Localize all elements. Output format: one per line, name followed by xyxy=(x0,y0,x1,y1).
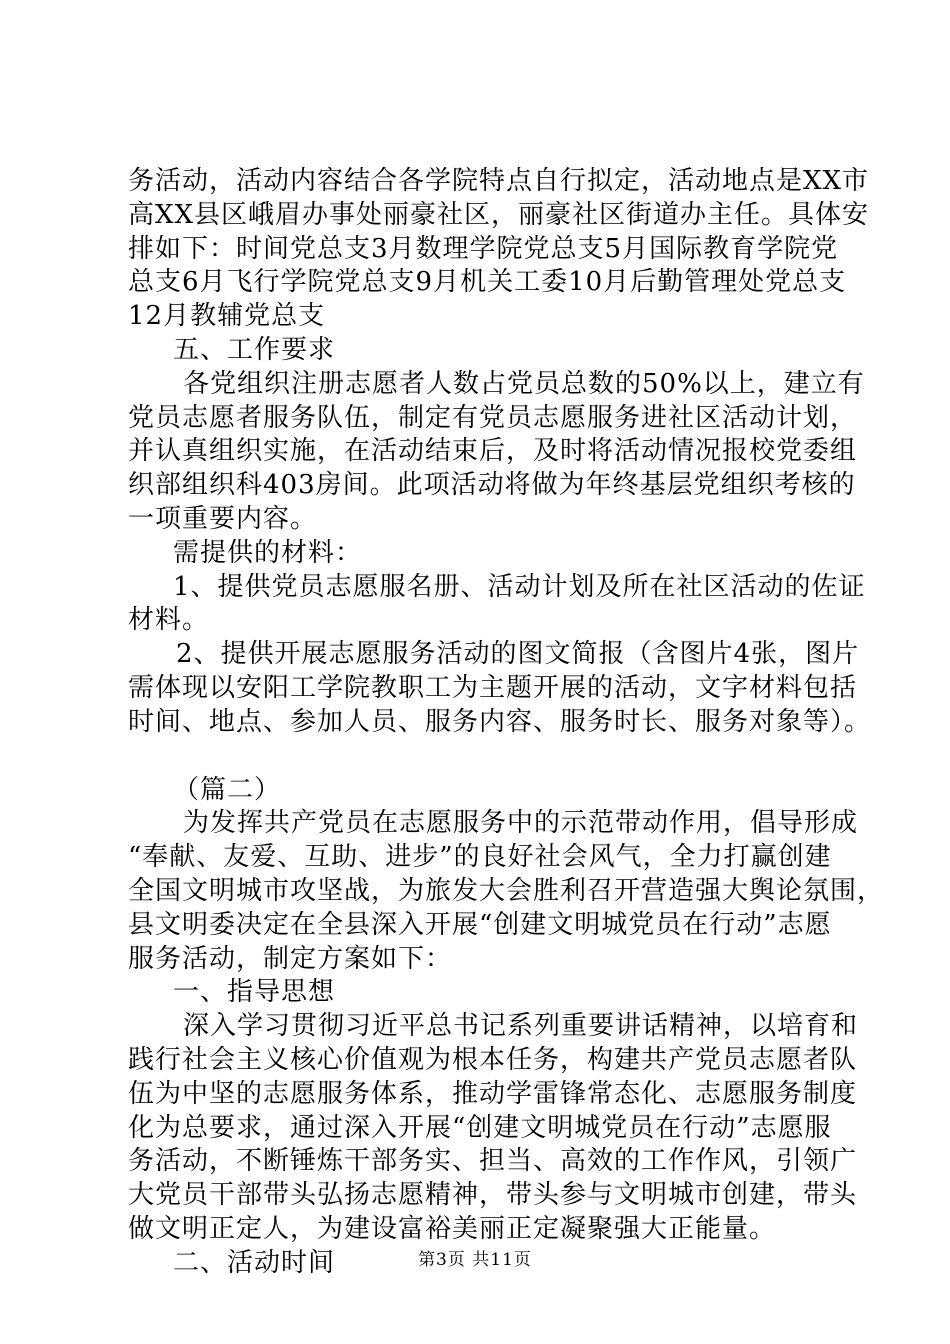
text-line: 党员志愿者服务队伍，制定有党员志愿服务进社区活动计划， xyxy=(128,402,858,433)
text-line: 高XX县区峨眉办事处丽豪社区，丽豪社区街道办主任。具体安 xyxy=(128,199,870,230)
text-line: 为发挥共产党员在志愿服务中的示范带动作用，倡导形成 xyxy=(183,808,859,839)
text-line: 务活动，活动内容结合各学院特点自行拟定，活动地点是XX市 xyxy=(128,166,870,196)
text-line: 各党组织注册志愿者人数占党员总数的50%以上，建立有 xyxy=(183,368,865,399)
text-line: 总支6月飞行学院党总支9月机关工委10月后勤管理处党总支 xyxy=(128,267,847,298)
page-footer: 第3页 共11页 xyxy=(418,1250,532,1270)
text-line: “奉献、友爱、互助、进步”的良好社会风气，全力打赢创建 xyxy=(128,842,832,873)
materials-heading: 需提供的材料： xyxy=(173,537,363,568)
text-line: 深入学习贯彻习近平总书记系列重要讲话精神，以培育和 xyxy=(183,1011,859,1042)
text-line: 县文明委决定在全县深入开展“创建文明城党员在行动”志愿 xyxy=(128,909,832,940)
text-line: 践行社会主义核心价值观为根本任务，构建共产党员志愿者队 xyxy=(128,1044,858,1075)
paragraph-gap xyxy=(128,740,830,774)
text-line: 时间、地点、参加人员、服务内容、服务时长、服务对象等）。 xyxy=(128,706,872,737)
text-line: 全国文明城市攻坚战，为旅发大会胜利召开营造强大舆论氛围， xyxy=(128,875,885,906)
section-heading-work-requirements: 五、工作要求 xyxy=(173,334,336,365)
text-line: 做文明正定人，为建设富裕美丽正定凝聚强大正能量。 xyxy=(128,1213,777,1244)
text-line: 伍为中坚的志愿服务体系，推动学雷锋常态化、志愿服务制度 xyxy=(128,1078,858,1109)
text-line: 化为总要求，通过深入开展“创建文明城党员在行动”志愿服 xyxy=(128,1112,832,1143)
text-line: 大党员干部带头弘扬志愿精神，带头参与文明城市创建，带头 xyxy=(128,1180,858,1211)
text-line: 并认真组织实施，在活动结束后，及时将活动情况报校党委组 xyxy=(128,436,858,467)
text-line: 材料。 xyxy=(128,605,210,636)
list-item: 1、提供党员志愿服名册、活动计划及所在社区活动的佐证 xyxy=(173,571,866,602)
text-line: 需体现以安阳工学院教职工为主题开展的活动，文字材料包括 xyxy=(128,672,858,703)
part-two-heading: （篇二） xyxy=(173,774,282,805)
text-line: 服务活动，制定方案如下： xyxy=(128,943,453,974)
section-heading-guiding-ideology: 一、指导思想 xyxy=(173,977,336,1008)
section-heading-activity-time: 二、活动时间 xyxy=(173,1247,336,1278)
text-line: 务活动，不断锤炼干部务实、担当、高效的工作作风，引领广 xyxy=(128,1146,858,1177)
document-body xyxy=(128,165,885,1281)
text-line: 排如下：时间党总支3月数理学院党总支5月国际教育学院党 xyxy=(128,233,839,264)
text-line: 一项重要内容。 xyxy=(128,503,318,534)
list-item: 2、提供开展志愿服务活动的图文简报（含图片4张，图片 xyxy=(176,639,860,670)
text-line: 织部组织科403房间。此项活动将做为年终基层党组织考核的 xyxy=(128,470,856,501)
text-line: 12月教辅党总支 xyxy=(128,301,326,332)
